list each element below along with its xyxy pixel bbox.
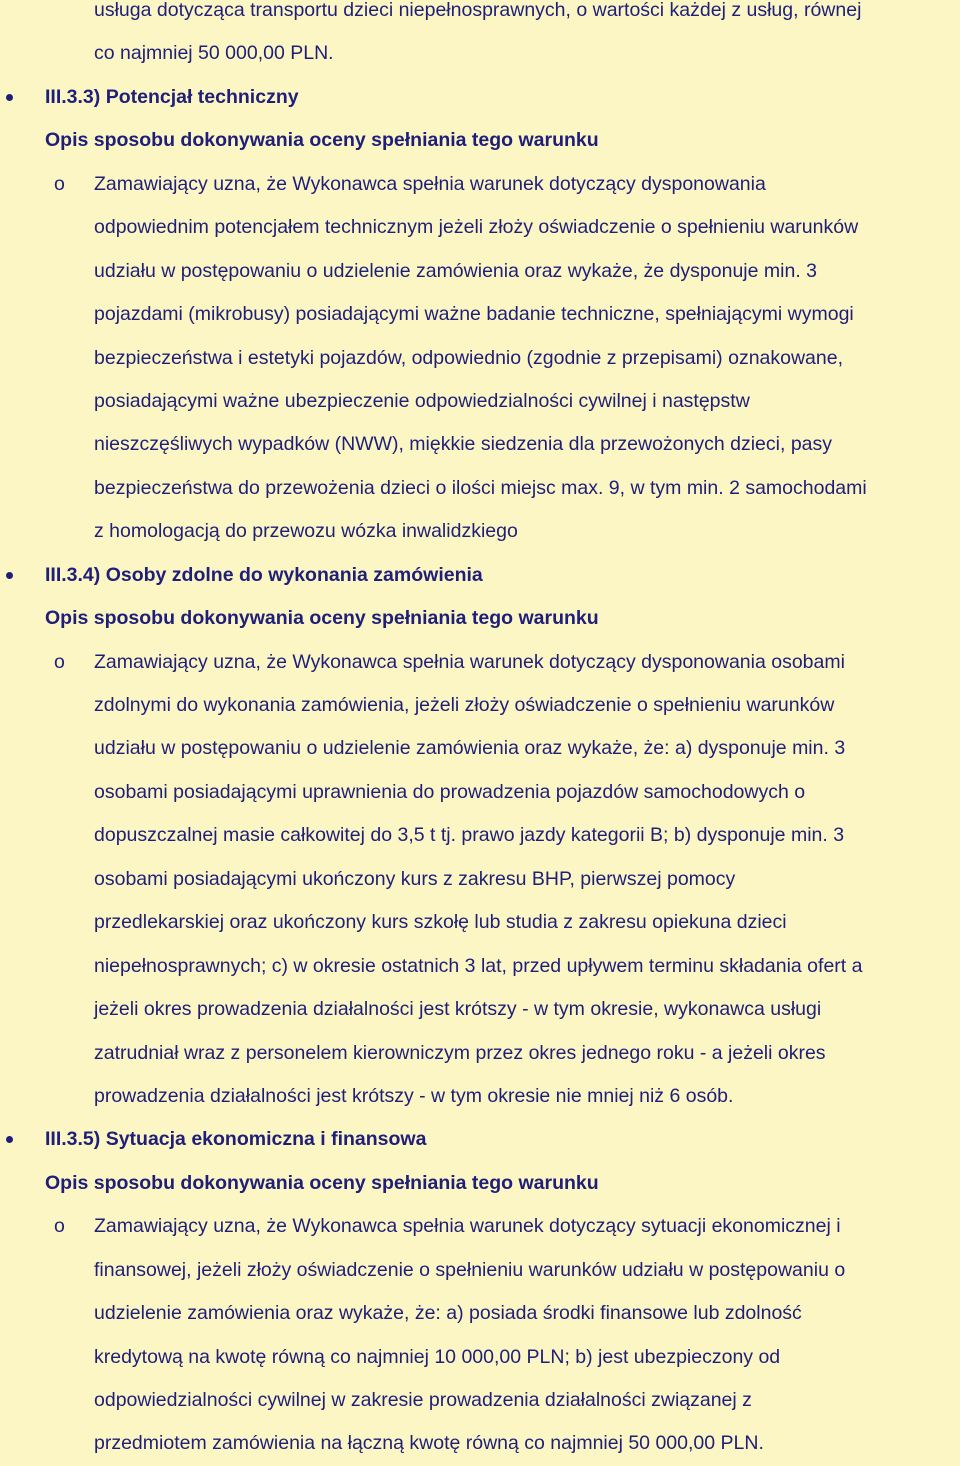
- list-item: [0, 1205, 960, 1466]
- list-item: [0, 641, 960, 1119]
- text-line: niepełnosprawnych; c) w okresie ostatnich 3 lat, przed upływem terminu składania ofert a: [94, 954, 863, 977]
- circle-bullet-icon: o: [54, 1215, 65, 1238]
- section-heading-text: III.3.5) Sytuacja ekonomiczna i finansowa: [45, 1128, 427, 1151]
- bullet-icon: [6, 1136, 13, 1143]
- text-line: finansowej, jeżeli złoży oświadczenie o spełnieniu warunków udziału w postępowaniu o: [94, 1258, 846, 1281]
- text-line: dopuszczalnej masie całkowitej do 3,5 t tj. prawo jazdy kategorii B; b) dysponuje min. 3: [94, 824, 845, 847]
- section-sytuacja-ekonomiczna: [0, 1118, 960, 1466]
- text-line: kredytową na kwotę równą co najmniej 10 000,00 PLN; b) jest ubezpieczony od: [94, 1345, 781, 1368]
- section-heading: [0, 76, 960, 119]
- text-line: pojazdami (mikrobusy) posiadającymi ważne badanie techniczne, spełniającymi wymogi: [94, 303, 854, 326]
- section-subheading: Opis sposobu dokonywania oceny spełniania tego warunku: [45, 607, 599, 630]
- text-line: zdolnymi do wykonania zamówienia, jeżeli złoży oświadczenie o spełnieniu warunków: [94, 694, 835, 716]
- text-line: zatrudniał wraz z personelem kierowniczym przez okres jednego roku - a jeżeli okres: [94, 1041, 826, 1064]
- section-subheading: Opis sposobu dokonywania oceny spełniania tego warunku: [45, 1171, 599, 1194]
- circle-bullet-icon: o: [54, 650, 65, 673]
- section-subheading: Opis sposobu dokonywania oceny spełniania tego warunku: [45, 129, 599, 152]
- text-line: osobami posiadającymi uprawnienia do prowadzenia pojazdów samochodowych o: [94, 780, 806, 803]
- text-line: nieszczęśliwych wypadków (NWW), miękkie siedzenia dla przewożonych dzieci, pasy: [94, 433, 833, 456]
- section-osoby-zdolne: [0, 554, 960, 1119]
- text-line: Zamawiający uzna, że Wykonawca spełnia warunek dotyczący dysponowania: [94, 172, 766, 195]
- intro-paragraph: [0, 0, 960, 76]
- text-line: Zamawiający uzna, że Wykonawca spełnia warunek dotyczący sytuacji ekonomicznej i: [94, 1215, 841, 1238]
- circle-bullet-icon: o: [54, 172, 65, 195]
- text-line: z homologacją do przewozu wózka inwalidzkiego: [94, 520, 518, 543]
- bullet-icon: [6, 94, 13, 101]
- section-heading: [0, 1118, 960, 1161]
- text-line: przedmiotem zamówienia na łączną kwotę równą co najmniej 50 000,00 PLN.: [94, 1432, 764, 1455]
- text-line: posiadającymi ważne ubezpieczenie odpowiedzialności cywilnej i następstw: [94, 389, 750, 412]
- text-line: przedlekarskiej oraz ukończony kurs szkołę lub studia z zakresu opiekuna dzieci: [94, 911, 787, 934]
- text-line: prowadzenia działalności jest krótszy - w tym okresie nie mniej niż 6 osób.: [94, 1084, 734, 1107]
- text-line: jeżeli okres prowadzenia działalności jest krótszy - w tym okresie, wykonawca usługi: [94, 998, 822, 1021]
- text-line: Zamawiający uzna, że Wykonawca spełnia warunek dotyczący dysponowania osobami: [94, 650, 845, 673]
- text-line: co najmniej 50 000,00 PLN.: [94, 42, 334, 65]
- section-heading-text: III.3.3) Potencjał techniczny: [45, 85, 299, 108]
- text-line: udziału w postępowaniu o udzielenie zamówienia oraz wykaże, że dysponuje min. 3: [94, 259, 817, 282]
- text-line: usługa dotycząca transportu dzieci niepełnosprawnych, o wartości każdej z usług, równej: [94, 0, 862, 21]
- bullet-icon: [6, 572, 13, 579]
- section-heading-text: III.3.4) Osoby zdolne do wykonania zamówienia: [45, 563, 483, 586]
- text-line: bezpieczeństwa do przewożenia dzieci o ilości miejsc max. 9, w tym min. 2 samochodami: [94, 476, 867, 499]
- section-potencjal-techniczny: [0, 76, 960, 554]
- section-heading: [0, 554, 960, 597]
- text-line: udziału w postępowaniu o udzielenie zamówienia oraz wykaże, że: a) dysponuje min. 3: [94, 737, 846, 760]
- list-item: [0, 163, 960, 554]
- text-line: bezpieczeństwa i estetyki pojazdów, odpowiednio (zgodnie z przepisami) oznakowane,: [94, 346, 844, 369]
- text-line: osobami posiadającymi ukończony kurs z zakresu BHP, pierwszej pomocy: [94, 867, 736, 890]
- text-line: odpowiedzialności cywilnej w zakresie prowadzenia działalności związanej z: [94, 1389, 752, 1411]
- text-line: odpowiednim potencjałem technicznym jeżeli złoży oświadczenie o spełnieniu warunków: [94, 216, 859, 239]
- text-line: udzielenie zamówienia oraz wykaże, że: a) posiada środki finansowe lub zdolność: [94, 1302, 802, 1325]
